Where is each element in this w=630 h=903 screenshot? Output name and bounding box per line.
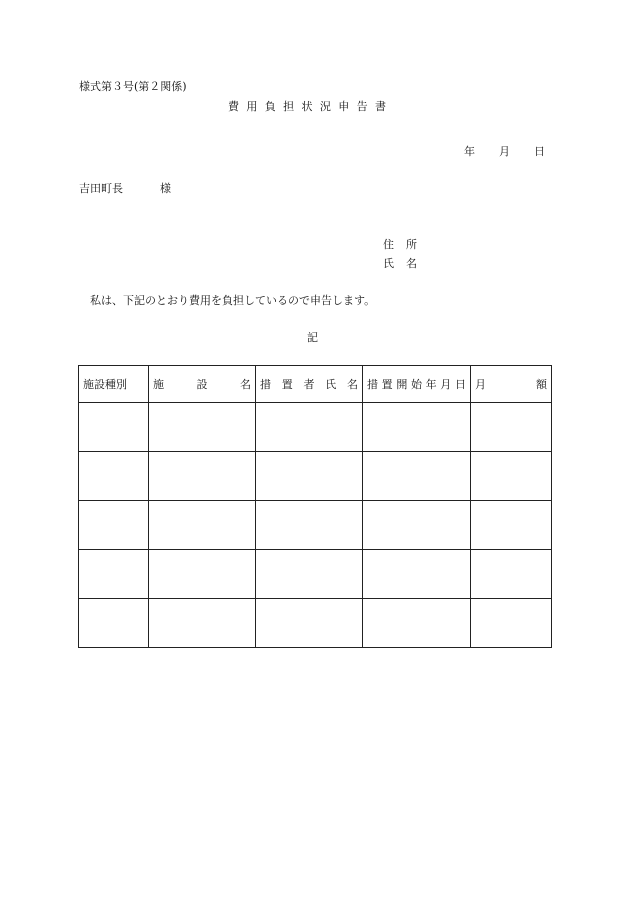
addressee-name: 吉田町長 [79,182,123,195]
table-row [79,501,552,550]
header-placement-person-name: 措 置 者 氏 名 [256,366,363,403]
table-header-row [79,366,552,403]
applicant-name-label: 氏 名 [383,257,417,270]
table-cell [256,599,363,648]
document-title [228,100,386,114]
table-cell [149,599,256,648]
title-char: 費 [228,100,239,113]
title-char: 用 [246,100,258,113]
table-row [79,599,552,648]
table-cell [363,501,471,550]
table-row [79,452,552,501]
table-cell [149,403,256,452]
table-cell [363,599,471,648]
table-cell [79,452,149,501]
table-cell [363,550,471,599]
table-cell [471,501,552,550]
table-cell [256,501,363,550]
table-cell [79,501,149,550]
table-cell [79,550,149,599]
title-char: 況 [319,100,331,113]
declaration-statement: 私は、下記のとおり費用を負担しているので申告します。 [90,294,376,307]
table-cell [471,599,552,648]
table-cell [363,403,471,452]
table-cell [256,550,363,599]
form-number: 様式第３号(第２関係) [79,80,187,93]
table-cell [79,599,149,648]
date-day-label: 日 [534,145,545,158]
table-cell [471,403,552,452]
date-year-label: 年 [464,145,475,158]
table-cell [363,452,471,501]
title-char: 負 [264,100,276,113]
table-cell [149,452,256,501]
table-cell [256,452,363,501]
table-row [79,550,552,599]
date-line [464,145,545,159]
table-cell [79,403,149,452]
table-cell [256,403,363,452]
ki-heading: 記 [307,331,318,344]
table-cell [471,452,552,501]
title-char: 申 [338,100,350,113]
table-row [79,403,552,452]
title-char: 状 [301,100,313,113]
table-cell [149,550,256,599]
table-cell [149,501,256,550]
applicant-address-label: 住 所 [383,238,417,251]
header-facility-type: 施設種別 [79,366,149,403]
header-monthly-amount: 月 額 [471,366,552,403]
title-char: 告 [356,100,368,113]
date-month-label: 月 [499,145,510,158]
title-char: 担 [283,100,295,113]
table-cell [471,550,552,599]
title-char: 書 [375,100,386,113]
facility-cost-table [78,365,552,648]
addressee-honorific: 様 [160,182,171,195]
header-placement-start-date: 措 置 開 始 年 月 日 [363,366,471,403]
header-facility-name: 施 設 名 [149,366,256,403]
